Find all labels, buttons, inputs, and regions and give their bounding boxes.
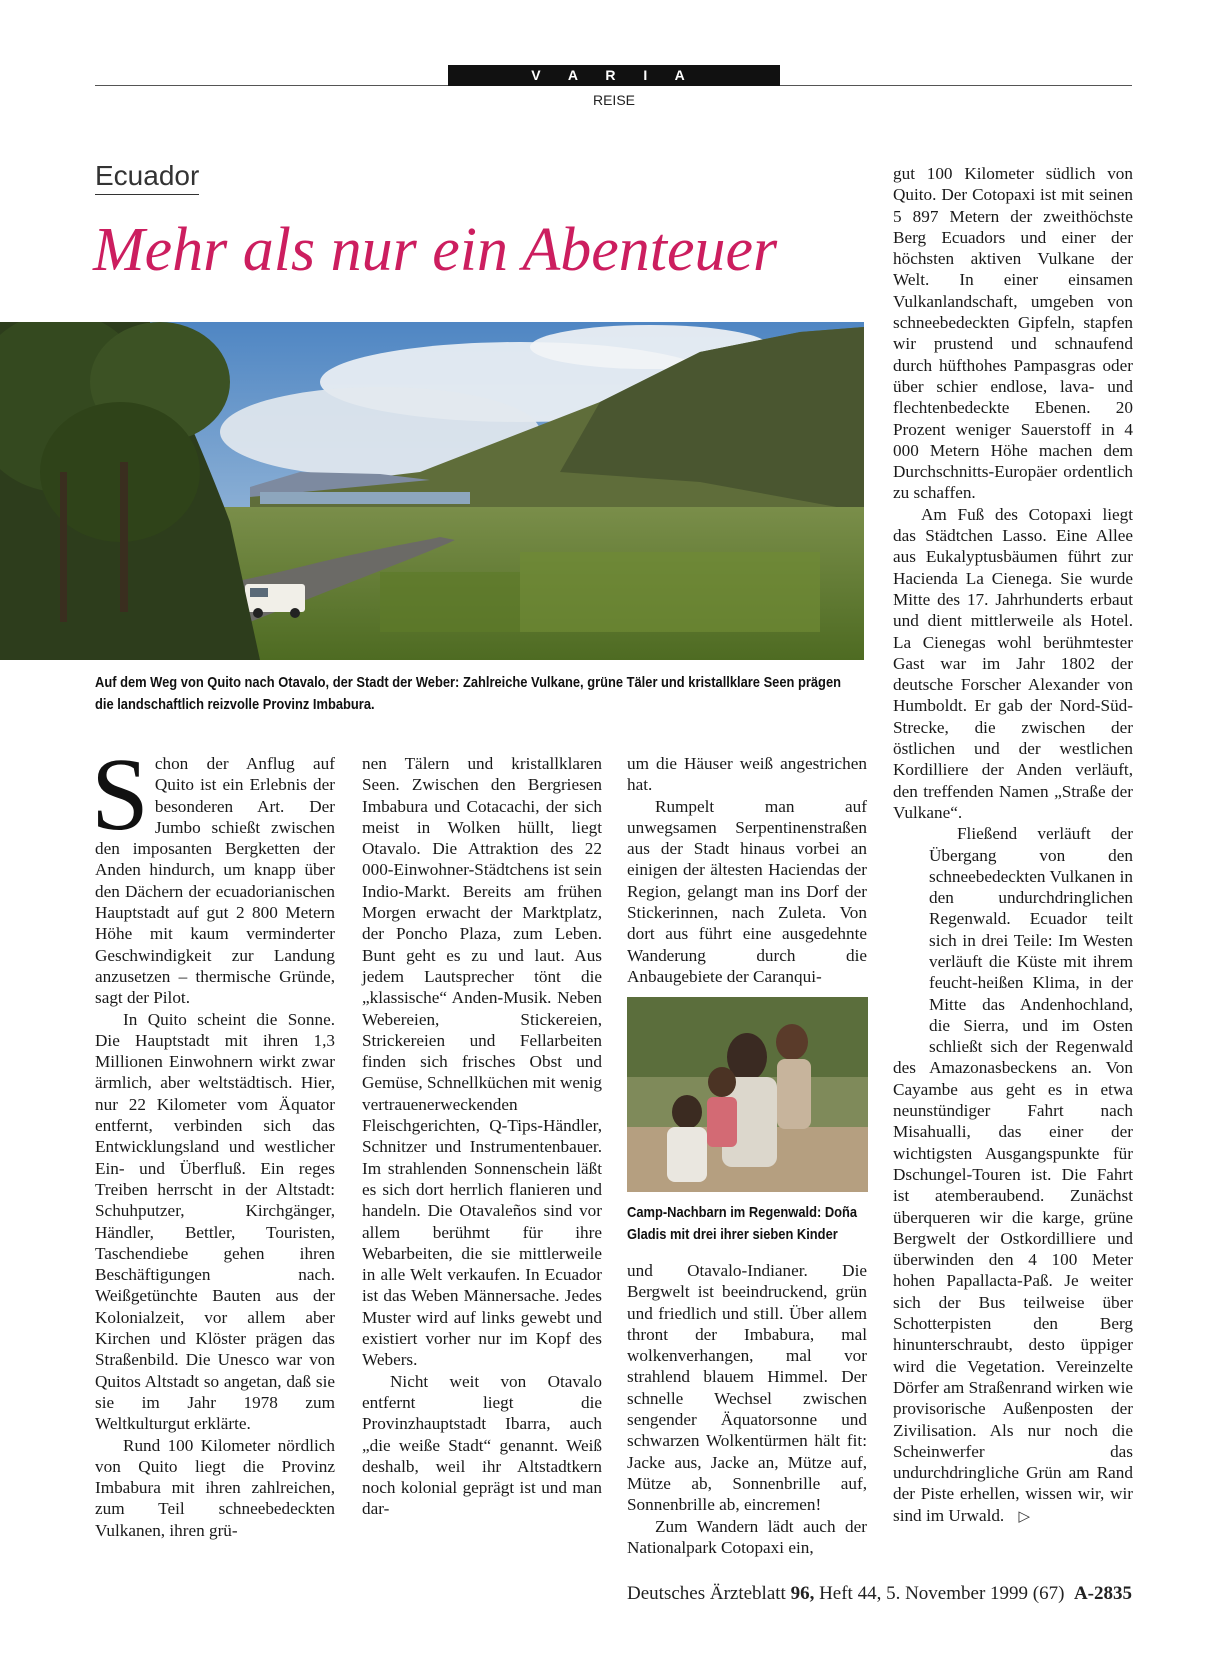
end-arrow-icon: ▷ (1018, 1506, 1031, 1525)
paragraph: Rumpelt man auf unwegsamen Serpentinenstraßen aus der Stadt hinaus vorbei an einigen der ältesten Haciendas der Region, gelangt man ins Dorf der Stickerinnen, nach Zuleta. Von dort aus führt eine ausgedehnte Wanderung durch die Anbaugebiete der Caranqui- (627, 796, 867, 986)
article-column-3-top (627, 753, 867, 987)
article-column-2 (362, 753, 602, 1520)
paragraph: gut 100 Kilometer südlich von Quito. Der Cotopaxi ist mit seinen 5 897 Metern der zweithöchste Berg Ecuadors und einer der höchsten aktiven Vulkane der Welt. In einer einsamen Vulkanlandschaft, umgeben von schneebedeckten Gipfeln, stapfen wir prustend und schnaufend durch hüfthohes Pampasgras oder über schier endlose, lava- und flechtenbedeckte Ebenen. 20 Prozent weniger Sauerstoff in 4 000 Metern Höhe machen dem Durchschnitts-Europäer ordentlich zu schaffen. (893, 164, 1133, 503)
journal-name: Deutsches Ärzteblatt (627, 1583, 786, 1604)
article-column-1 (91, 737, 335, 1541)
paragraph: um die Häuser weiß angestrichen hat. (627, 754, 867, 795)
paragraph: und Otavalo-Indianer. Die Bergwelt ist beeindruckend, grün und friedlich und still. Über allem thront der Imbabura, mal wolkenverhangen, mal vor strahlend blauem Himmel. Der schnelle Wechsel zwischen sengender Äquatorsonne und schwarzen Wolkentürmen hält fit: Jacke aus, Jacke an, Mütze auf, Mütze ab, Sonnenbrille auf, Sonnenbrille ab, eincremen! (627, 1261, 867, 1515)
article-headline: Mehr als nur ein Abenteuer (93, 216, 778, 284)
paragraph: In Quito scheint die Sonne. Die Hauptstadt mit ihren 1,3 Millionen Einwohnern wirkt zwar ärmlich, aber weltstädtisch. Hier, nur 22 Kilometer vom Äquator entfernt, verbinden sich das Entwicklungsland und westlicher Ein- und Überfluß. Ein reges Treiben herrscht in der Altstadt: Schuhputzer, Kirchgänger, Händler, Bettler, Touristen, Taschendiebe gehen ihren Beschäftigungen nach. Weißgetünchte Bauten aus der Kolonialzeit, vor allem aber Kirchen und Klöster prägen das Straßenbild. Die Unesco war von Quitos Altstadt so angetan, daß sie sie im Jahr 1978 zum Weltkulturgut erklärte. (95, 1009, 335, 1434)
landscape-photo (0, 322, 864, 660)
paragraph: nen Tälern und kristallklaren Seen. Zwischen den Bergriesen Imbabura und Cotacachi, der sich meist in Wolken hüllt, liegt Otavalo. Die Attraktion des 22 000-Einwohner-Städtchens ist sein Indio-Markt. Bereits am frühen Morgen erwacht der Marktplatz, der Poncho Plaza, zum Leben. Bunt geht es zu und laut. Aus jedem Lautsprecher tönt die „klassische“ Anden-Musik. Neben Webereien, Stickereien, Strickereien und Fellarbeiten finden sich frisches Obst und Gemüse, Schnellküchen mit wenig vertrauenerweckenden Fleischgerichten, Q-Tips-Händler, Schnitzer und Instrumentenbauer. Im strahlenden Sonnenschein läßt es sich dort herrlich flanieren und handeln. Die Otavaleños sind vor allem berühmt für ihre Webarbeiten, die sie mittlerweile in alle Welt verkaufen. In Ecuador ist das Weben Männersache. Jedes Muster wird auf links gewebt und existiert vorher nur im Kopf des Webers. (362, 754, 602, 1370)
family-photo-caption: Camp-Nachbarn im Regenwald: Doña Gladis mit drei ihrer sieben Kinder (627, 1204, 858, 1243)
text-wrap-spacer (893, 823, 929, 1053)
family-photo (627, 997, 868, 1192)
article-kicker: Ecuador (95, 160, 199, 195)
page-number: A-2835 (1073, 1583, 1132, 1604)
paragraph: Zum Wandern lädt auch der Nationalpark Cotopaxi ein, (627, 1516, 867, 1557)
ressort-label: V A R I A (448, 65, 780, 86)
paragraph: Fließend verläuft der Übergang von den schneebedeckten Vulkanen in den undurchdringlichen Regenwald. Ecuador teilt sich in drei Teile: Im Westen verläuft die Küste mit ihrem feucht-heißen Klima, in der Mitte das Andenhochland, die Sierra, und im Osten schließt sich der Regenwald des Amazonasbeckens an. Von Cayambe aus geht es in etwa neunstündiger Fahrt nach Misahualli, das einer der wichtigsten Ausgangspunkte für Dschungel-Touren ist. Die Fahrt ist atemberaubend. Zunächst überqueren wir die karge, grüne Bergwelt der Ostkordilliere und überwinden den 4 100 Meter hohen Papallacta-Paß. Je weiter sich der Bus teilweise über Schotterpisten den Berg hinunterschraubt, desto üppiger wird die Vegetation. Vereinzelte Dörfer am Straßenrand wirken wie provisorische Außenposten der Zivilisation. Als nur noch die Scheinwerfer das undurchdringliche Grün am Rand der Piste erhellen, wissen wir, wir sind im Urwald. (893, 824, 1133, 1525)
journal-issue: Heft 44, 5. November 1999 (67) (819, 1583, 1065, 1604)
page-footer (586, 1583, 1132, 1605)
section-label: REISE (592, 92, 635, 108)
article-column-4 (893, 163, 1133, 1527)
main-photo-caption: Auf dem Weg von Quito nach Otavalo, der Stadt der Weber: Zahlreiche Vulkane, grüne Täler und kristallklare Seen prägen die landschaftlich reizvolle Provinz Imbabura. (95, 674, 841, 713)
journal-volume: 96, (790, 1583, 815, 1604)
paragraph: chon der Anflug auf Quito ist ein Erlebnis der besonderen Art. Der Jumbo schießt zwischen den imposanten Bergketten der Anden hindurch, um knapp über den Dächern der ecuadorianischen Hauptstadt auf gut 2 800 Metern Höhe mit kaum verminderter Geschwindigkeit zur Landung anzusetzen – thermische Gründe, sagt der Pilot. (95, 754, 335, 1008)
article-column-3-bottom (627, 1260, 867, 1558)
paragraph: Rund 100 Kilometer nördlich von Quito liegt die Provinz Imbabura mit ihren zahlreichen, zum Teil schneebedeckten Vulkanen, ihren grü- (95, 1435, 335, 1540)
paragraph: Nicht weit von Otavalo entfernt liegt die Provinzhauptstadt Ibarra, auch „die weiße Stadt“ genannt. Weiß deshalb, weil ihr Altstadtkern noch kolonial geprägt ist und man dar- (362, 1371, 602, 1519)
drop-cap: S (91, 737, 149, 852)
paragraph: Am Fuß des Cotopaxi liegt das Städtchen Lasso. Eine Allee aus Eukalyptusbäumen führt zur Hacienda La Cienega. Sie wurde Mitte des 17. Jahrhunderts erbaut und dient mittlerweile als Hotel. La Cienegas wohl berühmtester Gast war im Jahr 1802 der deutsche Forscher Alexander von Humboldt. Er gab der Nord-Süd-Strecke, die zwischen der östlichen und der westlichen Kordilliere der Anden verläuft, den treffenden Namen „Straße der Vulkane“. (893, 504, 1133, 822)
